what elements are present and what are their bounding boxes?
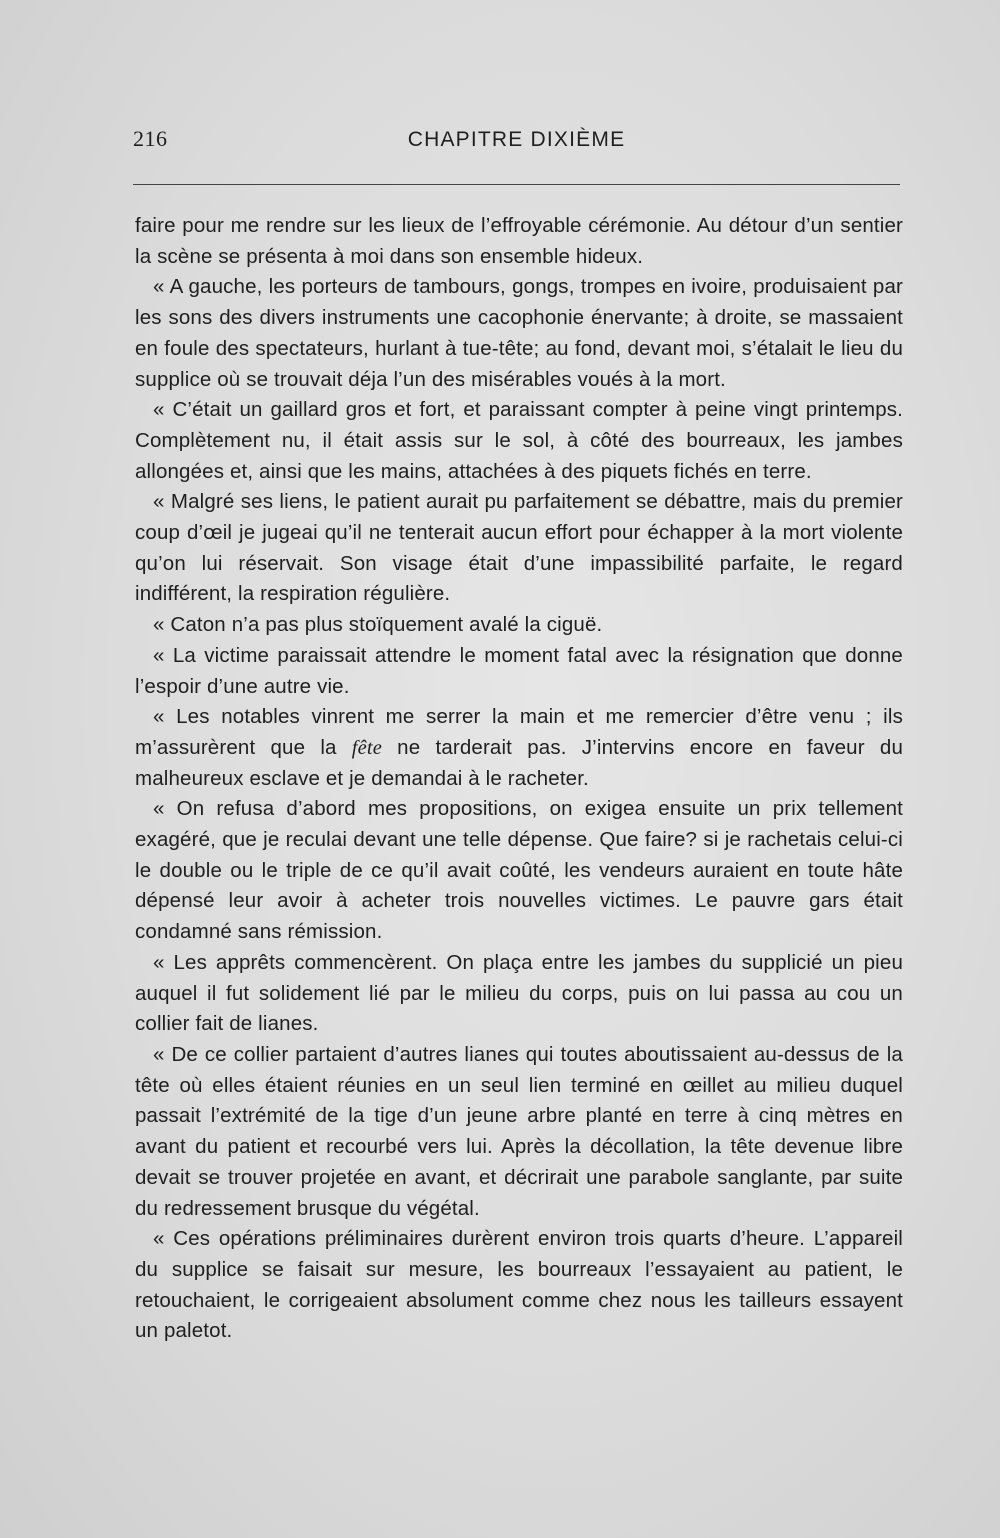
- page-header: [133, 120, 900, 160]
- paragraph-10: « De ce collier partaient d’autres lianes qui toutes aboutissaient au-dessus de la tête où elles étaient réunies en un seul lien terminé en œillet au milieu duquel passait l’extrémité de la tige d’un jeune arbre planté en terre à cinq mètres en avant du patient et recourbé vers lui. Après la décollation, la tête devenue libre devait se trouver projetée en avant, et décrirait une parabole sanglante, par suite du redressement brusque du végétal.: [135, 1042, 903, 1220]
- page-number: 216: [133, 126, 168, 151]
- paragraph-11: « Ces opérations préliminaires durèrent environ trois quarts d’heure. L’appareil du supplice se faisait sur mesure, les bourreaux l’essayaient au patient, le retouchaient, le corrigeaient absolument comme chez nous les tailleurs essayent un paletot.: [135, 1227, 903, 1343]
- header-rule: [133, 184, 900, 185]
- paragraph-8: « On refusa d’abord mes propositions, on exigea ensuite un prix tellement exagéré, que je reculai devant une telle dépense. Que faire? si je rachetais celui-ci le double ou le triple de ce qu’il avait coûté, les vendeurs auraient en toute hâte dépensé leur avoir à acheter trois nouvelles victimes. Le pauvre gars était condamné sans rémission.: [135, 797, 903, 944]
- paragraph-5: « Caton n’a pas plus stoïquement avalé la ciguë.: [153, 613, 603, 637]
- paragraph-1: faire pour me rendre sur les lieux de l’effroyable cérémonie. Au détour d’un sentier la scène se présenta à moi dans son ensemble hideux.: [135, 214, 903, 268]
- paragraph-7-end: ne tarderait pas. J’intervins encore en faveur du malheureux esclave et je demandai à le racheter.: [135, 735, 903, 790]
- paragraph-7-start: « Les notables vinrent me serrer la main et me remercier d’être venu ; ils m’assurèrent que la: [135, 705, 903, 759]
- paragraph-9: « Les apprêts commencèrent. On plaça entre les jambes du supplicié un pieu auquel il fut solidement lié par le milieu du corps, puis on lui passa au cou un collier fait de lianes.: [135, 950, 903, 1036]
- paragraph-6: « La victime paraissait attendre le moment fatal avec la résignation que donne l’espoir d’une autre vie.: [135, 643, 903, 698]
- paragraph-4: « Malgré ses liens, le patient aurait pu parfaitement se débattre, mais du premier coup d’œil je jugeai qu’il ne tenterait aucun effort pour échapper à la mort violente qu’on lui réservait. Son visage était d’une impassibilité parfaite, le regard indifférent, la respiration régulière.: [135, 490, 903, 606]
- paragraph-3: « C’était un gaillard gros et fort, et paraissant compter à peine vingt printemps. Complètement nu, il était assis sur le sol, à côté des bourreaux, les jambes allongées et, ainsi que les mains, attachées à des piquets fichés en terre.: [135, 398, 903, 483]
- running-title: CHAPITRE DIXIÈME: [407, 128, 626, 151]
- paragraph-2: « A gauche, les porteurs de tambours, gongs, trompes en ivoire, produisaient par les sons des divers instruments une cacophonie énervante; à droite, se massaient en foule des spectateurs, hurlant à tue-tête; au fond, devant moi, s’étalait le lieu du supplice où se trouvait déja l’un des misérables voués à la mort.: [135, 275, 903, 391]
- paragraph-7: [135, 702, 903, 794]
- body-text: [135, 211, 903, 1347]
- italic-word: fête: [351, 736, 382, 759]
